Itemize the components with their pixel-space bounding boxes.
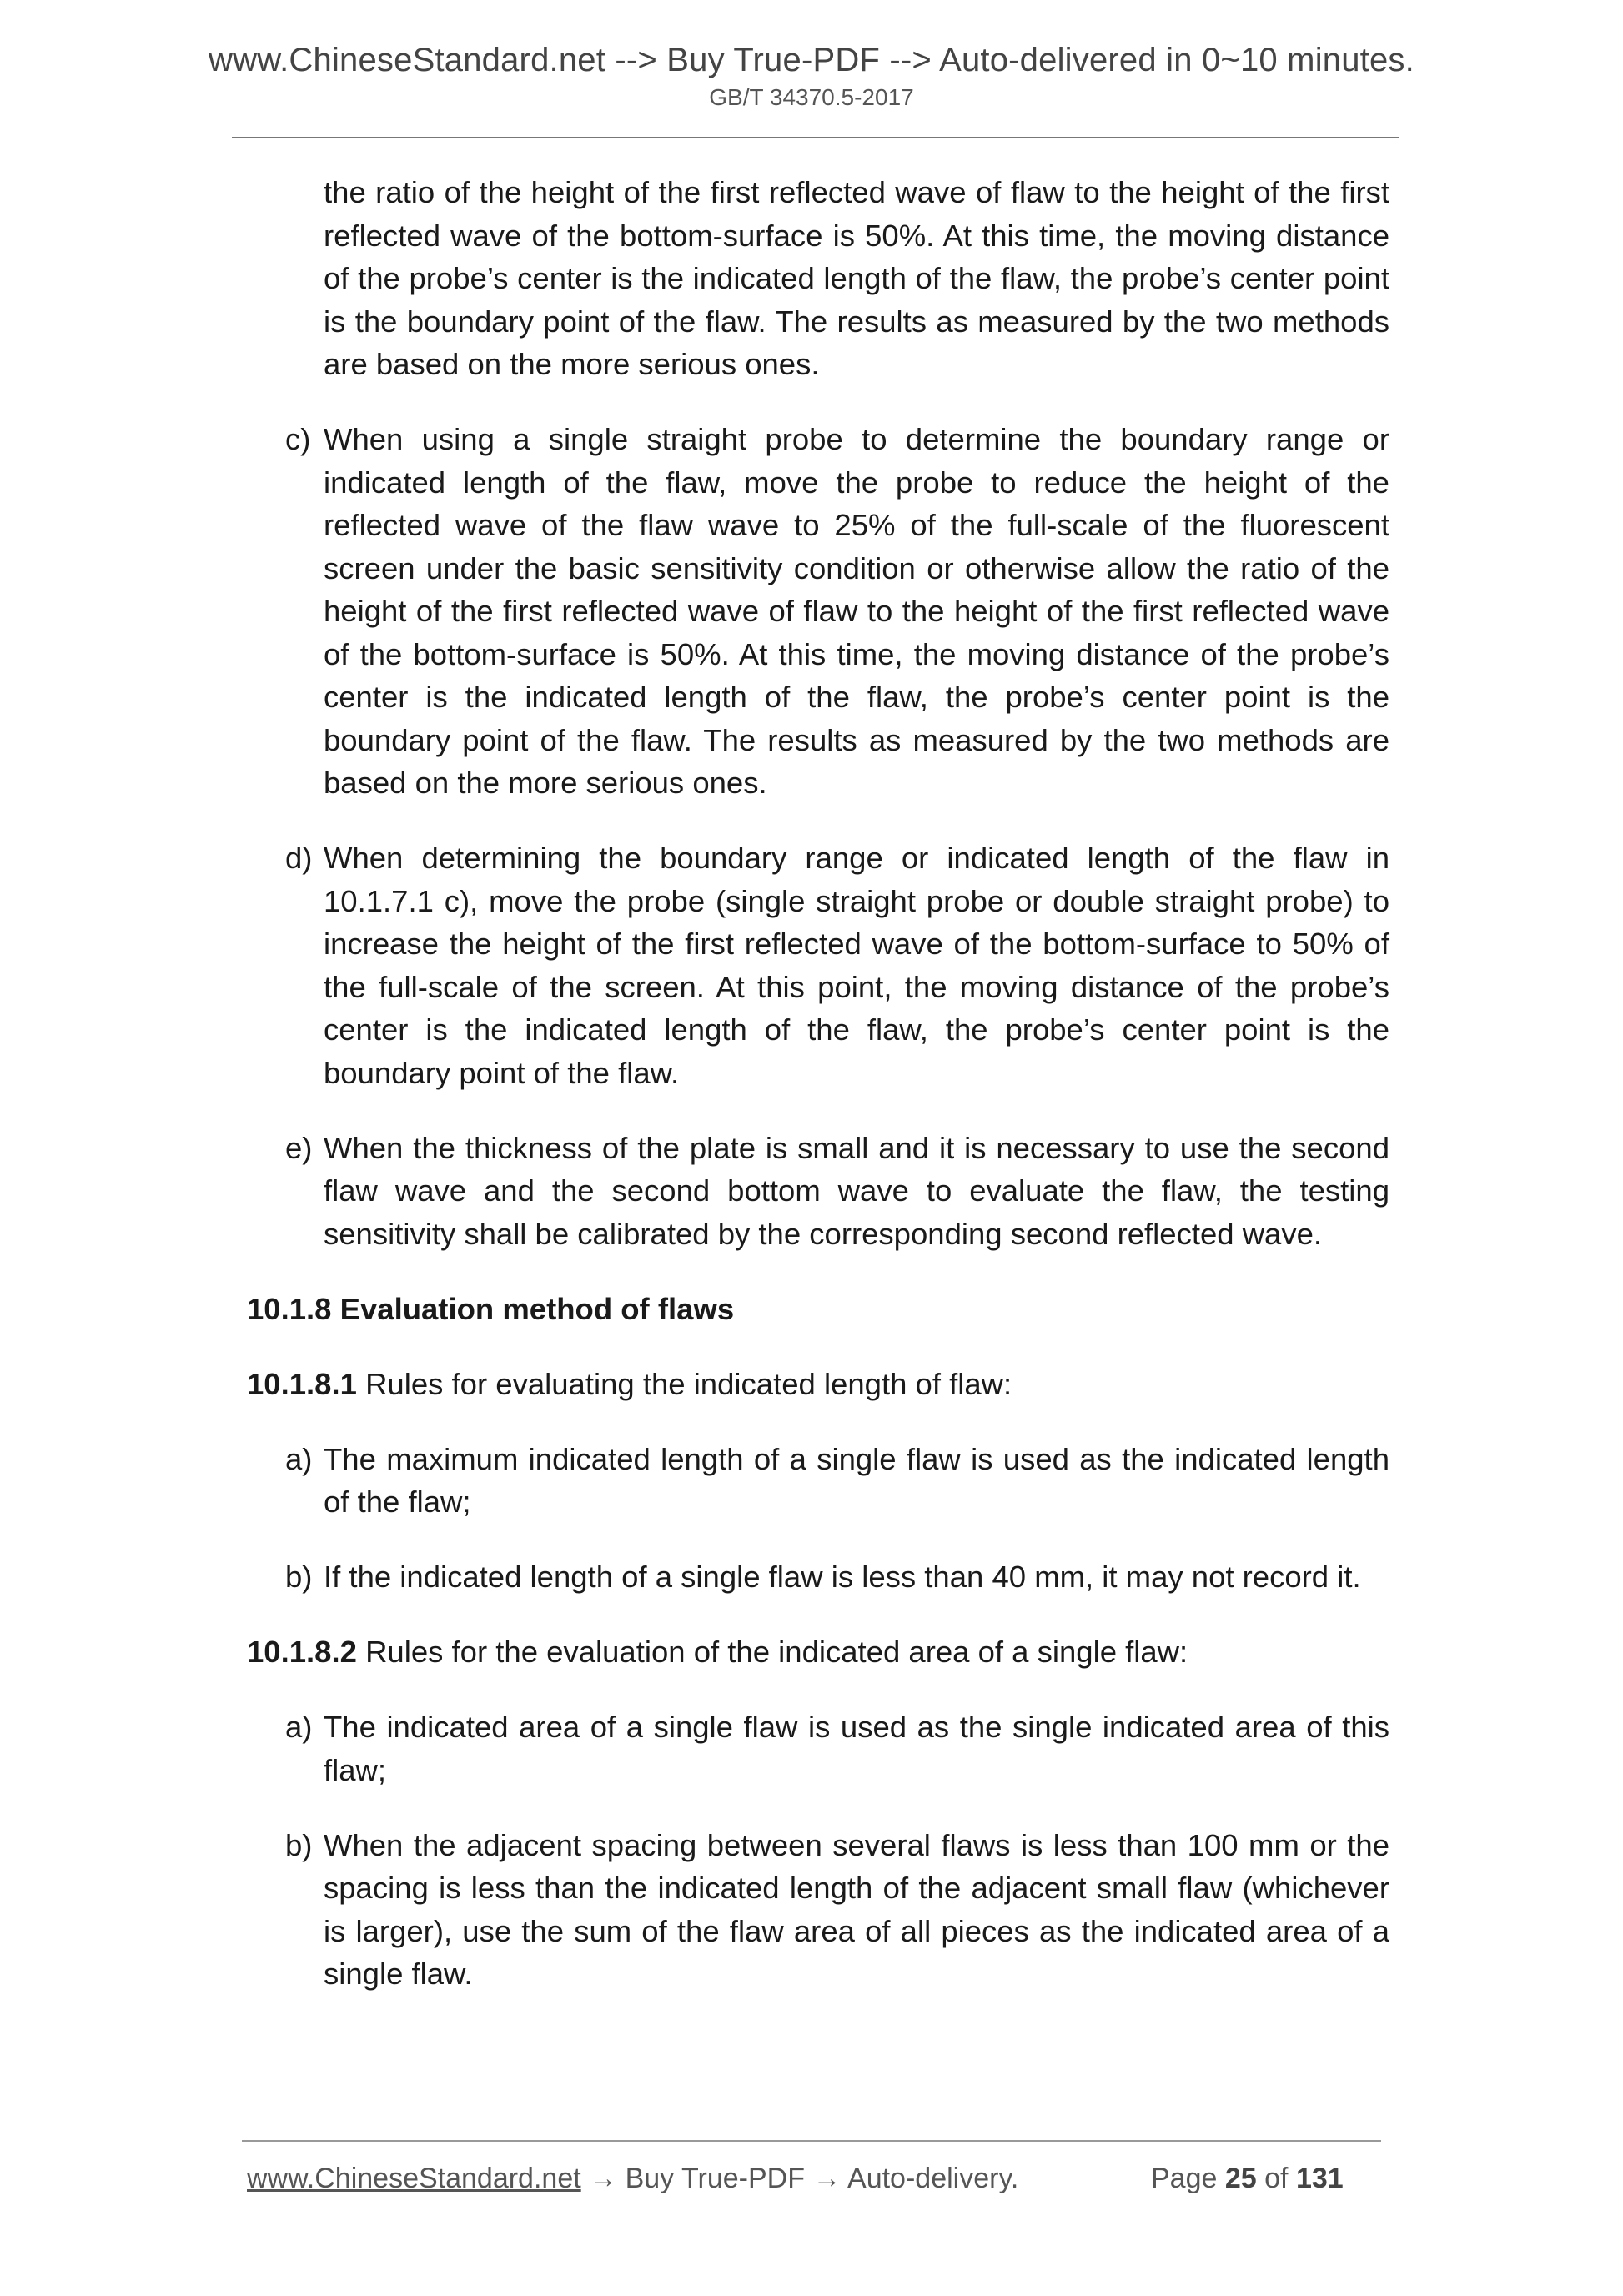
clause-number: 10.1.8.1 <box>247 1366 357 1401</box>
header-divider <box>232 137 1399 138</box>
footer-links <box>247 2162 1018 2195</box>
arrow-icon: → <box>589 2163 618 2194</box>
list-item-text: The indicated area of a single flaw is used as the single indicated area of this flaw; <box>324 1710 1389 1787</box>
list-item-c <box>285 418 1389 805</box>
list-item-text: If the indicated length of a single flaw is less than 40 mm, it may not record it. <box>324 1560 1361 1594</box>
page-number: 25 <box>1224 2163 1257 2194</box>
of-label: of <box>1264 2163 1289 2194</box>
list-item-text: When the adjacent spacing between several flaws is less than 100 mm or the spacing is less than the indicated length of the adjacent small flaw (whichever is larger), use the sum of the flaw area of all pieces as the indicated area of a single flaw. <box>324 1827 1389 1991</box>
list-item-text: The maximum indicated length of a single flaw is used as the indicated length of the flaw; <box>324 1441 1389 1519</box>
list-item-a <box>285 1438 1389 1524</box>
section-heading: 10.1.8 Evaluation method of flaws <box>247 1291 735 1326</box>
list-item-d <box>285 837 1389 1094</box>
list-item-text: When using a single straight probe to determine the boundary range or indicated length of the flaw, move the probe to reduce the height of the reflected wave of the flaw wave to 25% of the full-scale of the fluorescent screen under the basic sensitivity condition or otherwise allow the ratio of the height of the first reflected wave of flaw to the height of the first reflected wave of the bottom-surface is 50%. At this time, the moving distance of the probe’s center is the indicated length of the flaw, the probe’s center point is the boundary point of the flaw. The results as measured by the two methods are based on the more serious ones. <box>324 422 1389 800</box>
site-link[interactable]: www.ChineseStandard.net <box>247 2163 581 2194</box>
header-banner[interactable]: www.ChineseStandard.net --> Buy True-PDF --> Auto-delivered in 0~10 minutes. <box>209 42 1414 78</box>
buy-link[interactable]: Buy True-PDF <box>625 2163 805 2194</box>
list-item-b <box>285 1555 1389 1599</box>
total-pages: 131 <box>1295 2163 1344 2194</box>
list-item-text: When determining the boundary range or indicated length of the flaw in 10.1.7.1 c), move the probe (single straight probe or double straight probe) to increase the height of the first reflected wave of the bottom-surface to 50% of the full-scale of the screen. At this point, the moving distance of the probe’s center is the indicated length of the flaw, the probe’s center point is the boundary point of the flaw. <box>324 841 1389 1090</box>
list-marker: b) <box>285 1827 313 1862</box>
standard-code: GB/T 34370.5-2017 <box>709 84 914 110</box>
list-item-b <box>285 1824 1389 1996</box>
list-marker: b) <box>285 1560 313 1594</box>
list-item-e <box>285 1127 1389 1256</box>
clause-10-1-8-1 <box>247 1363 1389 1406</box>
clause-number: 10.1.8.2 <box>247 1635 357 1669</box>
page-indicator <box>1151 2162 1344 2195</box>
list-marker: e) <box>285 1130 313 1165</box>
clause-10-1-8-2 <box>247 1630 1389 1674</box>
document-body <box>247 171 1389 2027</box>
delivery-text: Auto-delivery. <box>847 2163 1019 2194</box>
clause-text: Rules for evaluating the indicated length of flaw: <box>365 1366 1012 1401</box>
list-marker: a) <box>285 1710 313 1744</box>
page-label: Page <box>1151 2163 1218 2194</box>
list-marker: d) <box>285 841 313 875</box>
list-marker: c) <box>285 422 311 456</box>
list-marker: a) <box>285 1441 313 1476</box>
footer-divider <box>242 2140 1381 2142</box>
arrow-icon: → <box>812 2163 842 2194</box>
list-item-text: When the thickness of the plate is small and it is necessary to use the second flaw wave and the second bottom wave to evaluate the flaw, the testing sensitivity shall be calibrated by the corresponding second reflected wave. <box>324 1130 1389 1251</box>
clause-text: Rules for the evaluation of the indicated area of a single flaw: <box>365 1635 1188 1669</box>
continuation-paragraph: the ratio of the height of the first reflected wave of flaw to the height of the first reflected wave of the bottom-surface is 50%. At this time, the moving distance of the probe’s center is the indicated length of the flaw, the probe’s center point is the boundary point of the flaw. The results as measured by the two methods are based on the more serious ones. <box>324 175 1389 381</box>
list-item-a <box>285 1706 1389 1791</box>
